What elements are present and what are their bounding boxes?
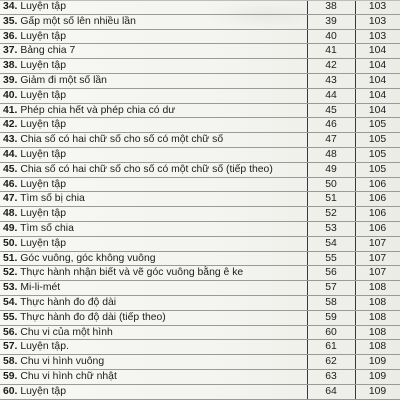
practice-page-number: 64 <box>307 384 355 399</box>
lesson-title: Giảm đi một số lần <box>20 74 107 86</box>
lesson-cell <box>0 73 307 88</box>
table-row <box>0 0 400 14</box>
table-row <box>0 281 400 296</box>
table-row <box>0 44 400 59</box>
table-row <box>0 162 400 177</box>
lesson-title: Luyện tập <box>20 178 66 190</box>
table-row <box>0 59 400 74</box>
lesson-number: 56. <box>3 326 18 338</box>
lesson-cell <box>0 310 307 325</box>
table-row <box>0 295 400 310</box>
lesson-cell <box>0 281 307 296</box>
lesson-cell <box>0 29 307 44</box>
lesson-number: 59. <box>3 370 18 382</box>
lesson-number: 57. <box>3 341 18 353</box>
lesson-cell <box>0 251 307 266</box>
lesson-cell <box>0 59 307 74</box>
answer-page-number: 105 <box>355 162 400 177</box>
lesson-title: Luyện tập <box>20 237 66 249</box>
answer-page-number: 104 <box>355 88 400 103</box>
practice-page-number: 39 <box>307 14 355 29</box>
lesson-cell <box>0 221 307 236</box>
lesson-title: Chia số có hai chữ số cho số có một chữ số (tiếp theo) <box>20 163 273 175</box>
lesson-title: Thực hành đo độ dài (tiếp theo) <box>20 311 166 323</box>
lesson-title: Luyện tập <box>20 30 66 42</box>
practice-page-number: 58 <box>307 295 355 310</box>
lesson-cell <box>0 14 307 29</box>
lesson-title: Phép chia hết và phép chia có dư <box>20 104 176 116</box>
answer-page-number: 108 <box>355 281 400 296</box>
answer-page-number: 107 <box>355 251 400 266</box>
lesson-cell <box>0 369 307 384</box>
practice-page-number: 51 <box>307 192 355 207</box>
lesson-number: 52. <box>3 267 18 279</box>
lesson-title: Chia số có hai chữ số cho số có một chữ số <box>20 134 224 146</box>
table-row <box>0 147 400 162</box>
lesson-title: Thực hành nhận biết và vẽ góc vuông bằng ê ke <box>20 267 244 279</box>
table-row <box>0 88 400 103</box>
lesson-number: 47. <box>3 193 18 205</box>
lesson-title: Mi-li-mét <box>20 282 61 294</box>
practice-page-number: 48 <box>307 147 355 162</box>
practice-page-number: 41 <box>307 44 355 59</box>
practice-page-number: 53 <box>307 221 355 236</box>
lesson-number: 36. <box>3 30 18 42</box>
practice-page-number: 43 <box>307 73 355 88</box>
lesson-cell <box>0 384 307 399</box>
practice-page-number: 46 <box>307 118 355 133</box>
lesson-cell <box>0 133 307 148</box>
lesson-title: Chu vi hình vuông <box>20 356 105 368</box>
answer-page-number: 106 <box>355 192 400 207</box>
lesson-title: Luyện tập <box>20 119 66 131</box>
answer-page-number: 108 <box>355 310 400 325</box>
table-row <box>0 310 400 325</box>
answer-page-number: 108 <box>355 325 400 340</box>
table-row <box>0 177 400 192</box>
answer-page-number: 106 <box>355 221 400 236</box>
table-row <box>0 192 400 207</box>
lesson-cell <box>0 118 307 133</box>
lesson-cell <box>0 162 307 177</box>
practice-page-number: 59 <box>307 310 355 325</box>
table-row <box>0 355 400 370</box>
table-row <box>0 29 400 44</box>
lesson-title: Thực hành đo độ dài <box>20 296 117 308</box>
lesson-title: Luyện tập <box>20 60 66 72</box>
table-row <box>0 369 400 384</box>
table-row <box>0 103 400 118</box>
table-row <box>0 73 400 88</box>
lesson-title: Góc vuông, góc không vuông <box>20 252 156 264</box>
lesson-number: 50. <box>3 237 18 249</box>
lesson-number: 46. <box>3 178 18 190</box>
lesson-title: Luyện tập <box>20 208 66 220</box>
lesson-number: 34. <box>3 1 18 12</box>
lesson-number: 45. <box>3 163 18 175</box>
lesson-title: Chu vi của một hình <box>20 326 113 338</box>
answer-page-number: 103 <box>355 14 400 29</box>
answer-page-number: 104 <box>355 44 400 59</box>
lesson-number: 38. <box>3 60 18 72</box>
answer-page-number: 104 <box>355 103 400 118</box>
lesson-title: Tìm số bị chia <box>20 193 85 205</box>
lesson-cell <box>0 340 307 355</box>
table-row <box>0 251 400 266</box>
practice-page-number: 47 <box>307 133 355 148</box>
lesson-cell <box>0 266 307 281</box>
lesson-cell <box>0 355 307 370</box>
lesson-cell <box>0 0 307 14</box>
lesson-title: Luyện tập <box>20 148 66 160</box>
practice-page-number: 54 <box>307 236 355 251</box>
lesson-title: Luyện tập <box>20 89 66 101</box>
practice-page-number: 55 <box>307 251 355 266</box>
practice-page-number: 44 <box>307 88 355 103</box>
lesson-cell <box>0 147 307 162</box>
answer-page-number: 108 <box>355 340 400 355</box>
lesson-number: 43. <box>3 134 18 146</box>
answer-page-number: 105 <box>355 147 400 162</box>
lesson-number: 42. <box>3 119 18 131</box>
lesson-cell <box>0 295 307 310</box>
practice-page-number: 52 <box>307 207 355 222</box>
lesson-number: 55. <box>3 311 18 323</box>
lesson-title: Luyện tập <box>20 1 66 12</box>
lesson-number: 37. <box>3 45 18 57</box>
table-row <box>0 14 400 29</box>
lesson-cell <box>0 44 307 59</box>
answer-page-number: 109 <box>355 355 400 370</box>
table-row <box>0 207 400 222</box>
lesson-title: Luyện tập <box>20 385 66 397</box>
lesson-title: Tìm số chia <box>20 222 74 234</box>
lesson-cell <box>0 236 307 251</box>
table-row <box>0 133 400 148</box>
practice-page-number: 60 <box>307 325 355 340</box>
answer-page-number: 109 <box>355 384 400 399</box>
answer-page-number: 104 <box>355 59 400 74</box>
answer-page-number: 106 <box>355 177 400 192</box>
table-row <box>0 384 400 399</box>
lesson-number: 51. <box>3 252 18 264</box>
practice-page-number: 38 <box>307 0 355 14</box>
table-row <box>0 236 400 251</box>
lesson-number: 40. <box>3 89 18 101</box>
lesson-cell <box>0 88 307 103</box>
lesson-title: Luyện tập. <box>20 341 69 353</box>
answer-page-number: 106 <box>355 207 400 222</box>
practice-page-number: 42 <box>307 59 355 74</box>
answer-page-number: 107 <box>355 266 400 281</box>
top-rule <box>0 0 400 1</box>
lesson-cell <box>0 207 307 222</box>
lesson-number: 35. <box>3 15 18 27</box>
answer-page-number: 104 <box>355 73 400 88</box>
answer-page-number: 107 <box>355 236 400 251</box>
lesson-number: 48. <box>3 208 18 220</box>
lesson-number: 58. <box>3 356 18 368</box>
practice-page-number: 56 <box>307 266 355 281</box>
practice-page-number: 40 <box>307 29 355 44</box>
practice-page-number: 61 <box>307 340 355 355</box>
answer-page-number: 105 <box>355 133 400 148</box>
practice-page-number: 50 <box>307 177 355 192</box>
table-row <box>0 118 400 133</box>
lesson-number: 54. <box>3 296 18 308</box>
lesson-title: Chu vi hình chữ nhật <box>20 370 117 382</box>
lesson-title: Gấp một số lên nhiều lần <box>20 15 136 27</box>
lesson-number: 44. <box>3 148 18 160</box>
lesson-cell <box>0 103 307 118</box>
practice-page-number: 57 <box>307 281 355 296</box>
answer-page-number: 103 <box>355 29 400 44</box>
lesson-number: 60. <box>3 385 18 397</box>
lesson-number: 49. <box>3 222 18 234</box>
practice-page-number: 49 <box>307 162 355 177</box>
lesson-cell <box>0 177 307 192</box>
answer-page-number: 108 <box>355 295 400 310</box>
practice-page-number: 63 <box>307 369 355 384</box>
answer-page-number: 105 <box>355 118 400 133</box>
lesson-title: Bảng chia 7 <box>20 45 76 57</box>
lesson-cell <box>0 325 307 340</box>
table-row <box>0 266 400 281</box>
lesson-cell <box>0 192 307 207</box>
answer-page-number: 109 <box>355 369 400 384</box>
practice-page-number: 45 <box>307 103 355 118</box>
lesson-number: 41. <box>3 104 18 116</box>
table-row <box>0 340 400 355</box>
answer-page-number: 103 <box>355 0 400 14</box>
practice-page-number: 62 <box>307 355 355 370</box>
lesson-number: 39. <box>3 74 18 86</box>
table-row <box>0 221 400 236</box>
table-row <box>0 325 400 340</box>
lesson-number: 53. <box>3 282 18 294</box>
